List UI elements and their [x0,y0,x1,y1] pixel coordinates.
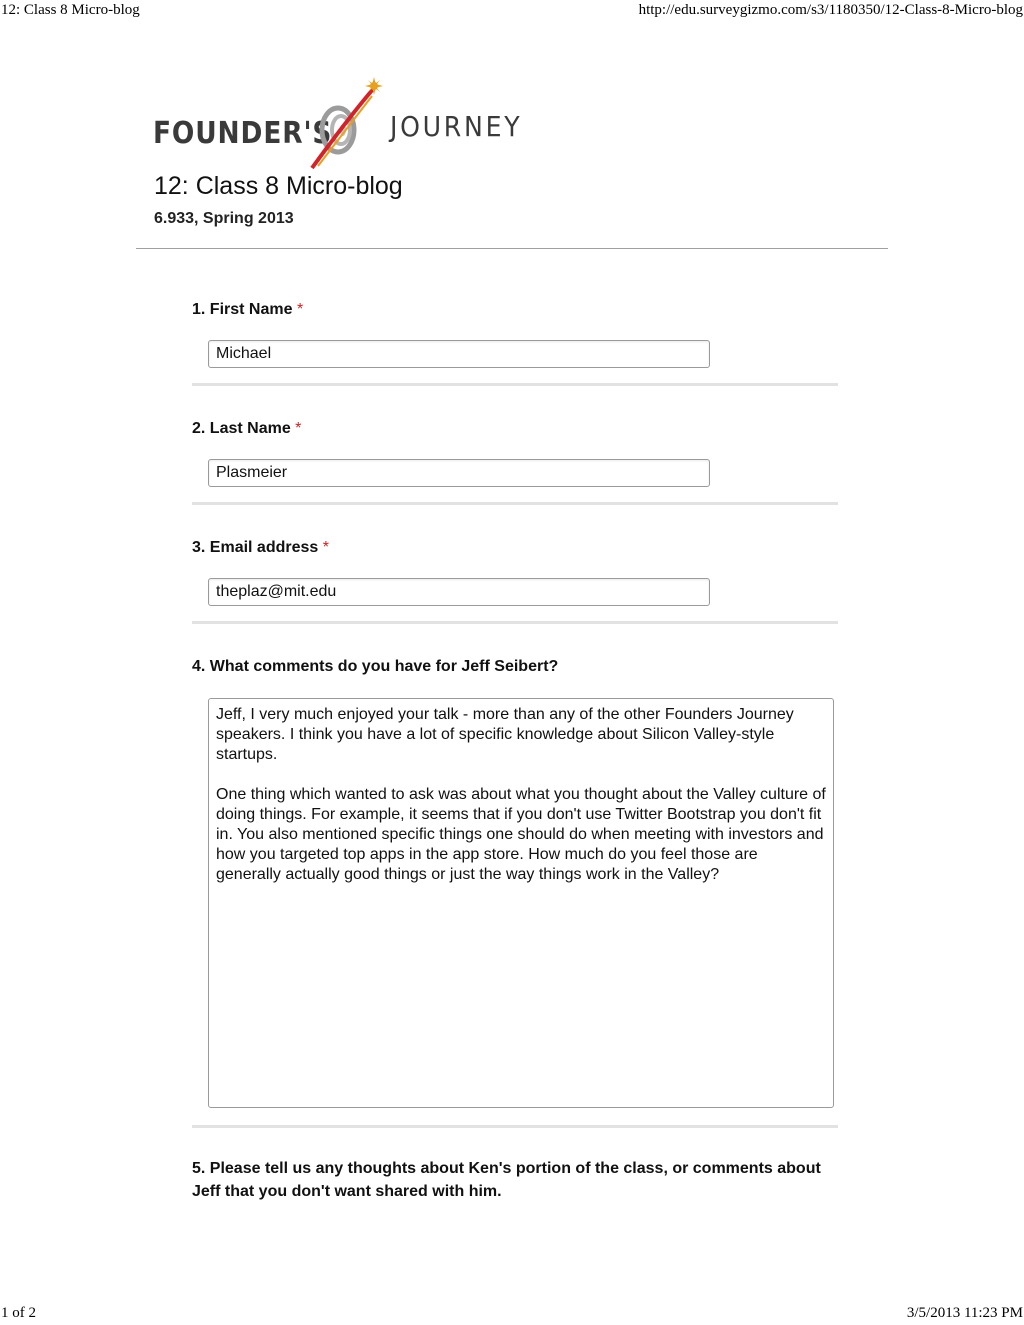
question-comments-jeff [192,655,838,883]
print-header-url: http://edu.surveygizmo.com/s3/1180350/12-Class-8-Micro-blog [638,2,1023,18]
question-first-name [192,298,838,362]
question-last-name [192,417,838,481]
question-divider [192,1125,838,1128]
required-marker: * [296,301,304,318]
survey-title: 12: Class 8 Micro-blog [154,172,403,200]
print-header-title: 12: Class 8 Micro-blog [1,2,140,18]
logo-word-founders: FOUNDER'S [153,116,333,151]
required-marker: * [322,539,329,556]
question-label-text: 3. Email address [192,539,319,556]
founders-journey-logo [150,76,523,176]
email-input[interactable]: theplaz@mit.edu [208,578,710,606]
first-name-input[interactable]: Michael [208,340,710,368]
question-label: 4. What comments do you have for Jeff Seibert? [192,658,559,675]
question-label [192,536,838,559]
textarea-paragraph: One thing which wanted to ask was about what you thought about the Valley culture of doing things. For example, it seems that if you don't use Twitter Bootstrap you don't fit in. You also mentioned specific things one should do when meeting with investors and how you targeted top apps in the app store. How much do you feel those are generally actually good things or just the way things work in the Valley? [216,786,826,883]
required-marker: * [295,420,302,437]
logo-target-icon [308,76,388,172]
question-divider [192,502,838,505]
question-private-comments [192,1157,838,1203]
last-name-input[interactable]: Plasmeier [208,459,710,487]
print-footer [0,1305,1024,1322]
question-email [192,536,838,600]
print-header [0,2,1024,19]
textarea-paragraph: Jeff, I very much enjoyed your talk - more than any of the other Founders Journey speakers. I think you have a lot of specific knowledge about Silicon Valley-style startups. [216,706,794,763]
question-label-text: 2. Last Name [192,420,291,437]
logo-word-journey: JOURNEY [390,110,523,143]
question-label-text: 1. First Name [192,301,293,318]
title-divider [136,248,888,249]
question-divider [192,383,838,386]
survey-subtitle: 6.933, Spring 2013 [154,210,294,227]
question-label [192,417,838,440]
print-footer-datetime: 3/5/2013 11:23 PM [906,1305,1023,1321]
question-label [192,298,838,321]
question-label: 5. Please tell us any thoughts about Ken's portion of the class, or comments about Jeff that you don't want shared with him. [192,1160,821,1200]
print-footer-page: 1 of 2 [1,1305,36,1321]
question-divider [192,621,838,624]
comments-jeff-textarea[interactable] [208,698,834,1108]
